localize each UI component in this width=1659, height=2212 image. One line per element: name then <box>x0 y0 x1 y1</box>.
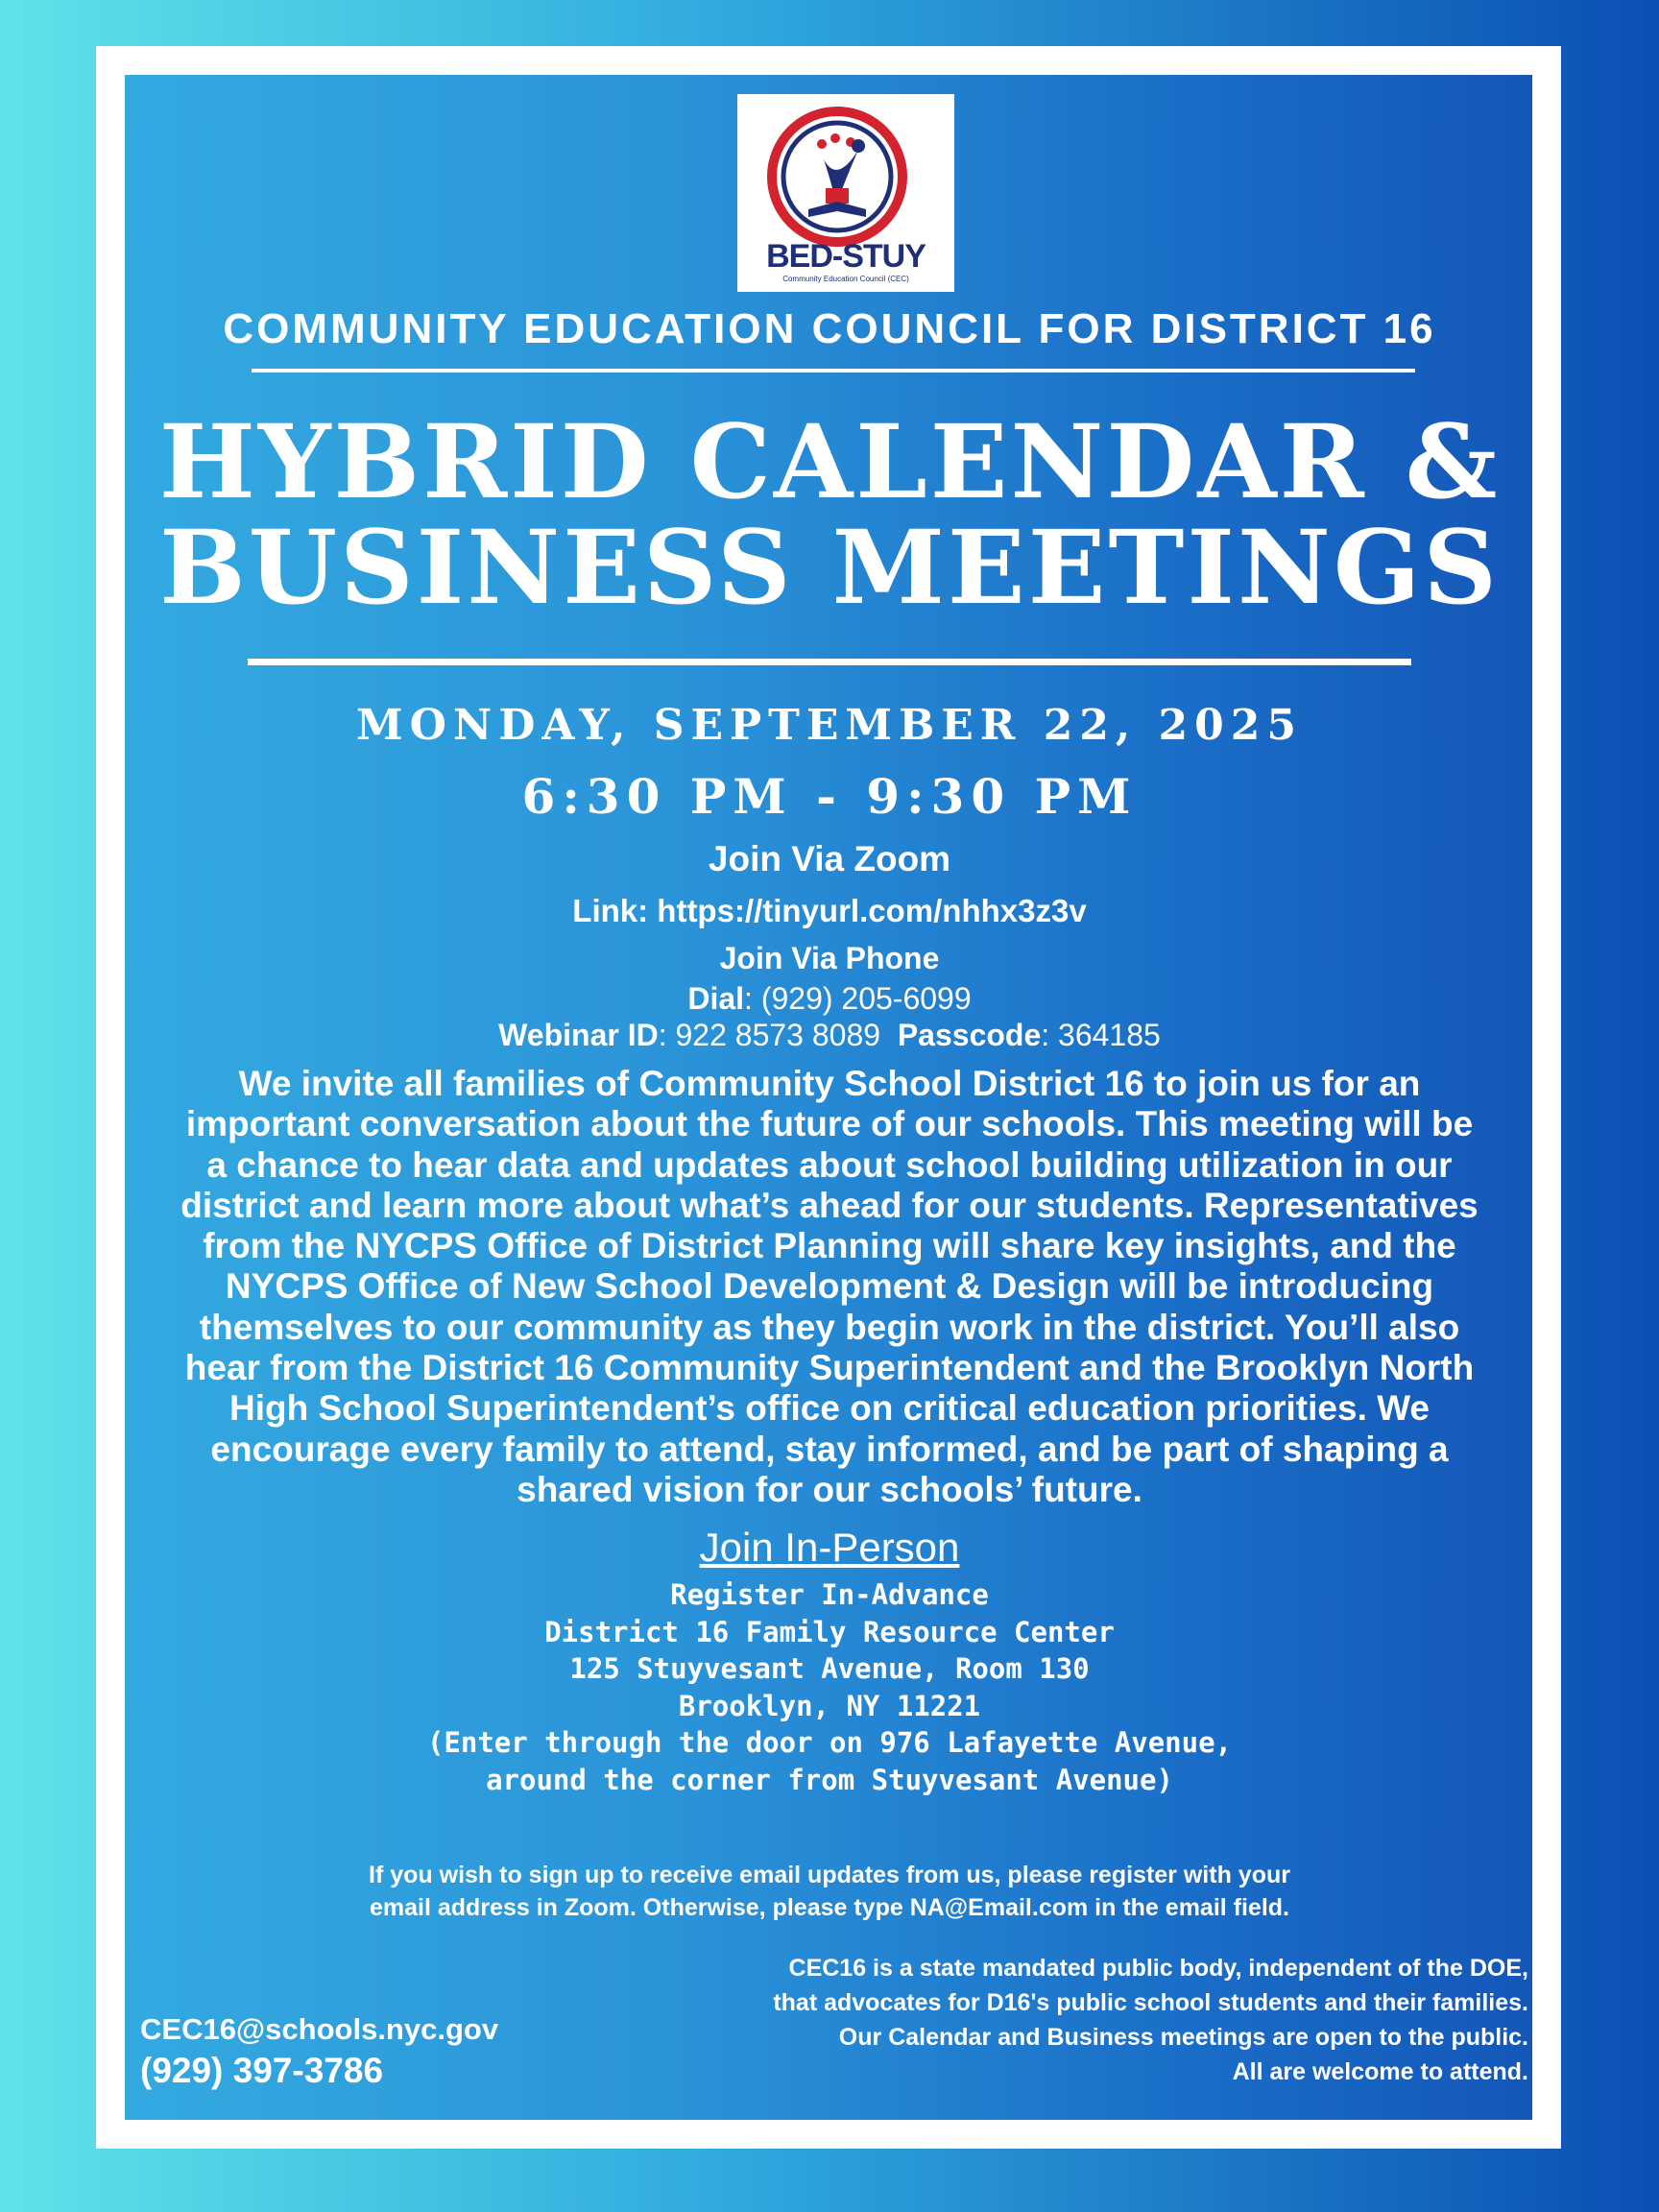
event-time: 6:30 PM - 9:30 PM <box>521 768 1138 825</box>
street-address: 125 Stuyvesant Avenue, Room 130 <box>569 1652 1090 1685</box>
public-note-line: that advocates for D16's public school students and their families. <box>773 1989 1528 2016</box>
contact-email[interactable]: CEC16@schools.nyc.gov <box>140 2012 499 2046</box>
public-body-note <box>773 1951 1528 2089</box>
public-note-line: All are welcome to attend. <box>1232 2058 1528 2085</box>
description-line: important conversation about the future of our schools. This meeting will be <box>185 1104 1474 1144</box>
council-name: COMMUNITY EDUCATION COUNCIL FOR DISTRICT 16 <box>223 305 1436 352</box>
cec-logo <box>737 94 954 292</box>
description-line: encourage every family to attend, stay informed, and be part of shaping a <box>210 1429 1449 1469</box>
entrance-note: around the corner from Stuyvesant Avenue) <box>486 1763 1173 1796</box>
signup-line: email address in Zoom. Otherwise, please type NA@Email.com in the email field. <box>370 1894 1289 1921</box>
dial-label: Dial <box>687 981 745 1016</box>
logo-wordmark: BED-STUY <box>766 238 926 275</box>
description-line: We invite all families of Community School District 16 to join us for an <box>238 1064 1421 1103</box>
description-line: NYCPS Office of New School Development & Design will be introducing <box>225 1266 1434 1307</box>
description-line: hear from the District 16 Community Superintendent and the Brooklyn North <box>184 1348 1475 1388</box>
description-line: shared vision for our schools’ future. <box>517 1469 1142 1509</box>
zoom-link[interactable]: Link: https://tinyurl.com/nhhx3z3v <box>572 893 1087 928</box>
dial-number: : (929) 205-6099 <box>744 981 972 1016</box>
logo-subtitle: Community Education Council (CEC) <box>782 275 909 283</box>
zoom-heading: Join Via Zoom <box>708 839 951 878</box>
in-person-heading: Join In-Person <box>699 1525 960 1570</box>
description-paragraph <box>0 1064 1659 1510</box>
public-note-line: Our Calendar and Business meetings are open to the public. <box>838 2024 1528 2051</box>
description-line: High School Superintendent’s office on critical education priorities. We <box>229 1388 1430 1429</box>
title-line-1: HYBRID CALENDAR & <box>158 401 1501 521</box>
entrance-note: (Enter through the door on 976 Lafayette Avenue, <box>426 1726 1233 1759</box>
webinar-id: : 922 8573 8089 <box>658 1018 881 1052</box>
passcode-value: : 364185 <box>1041 1018 1161 1052</box>
title-line-2: BUSINESS MEETINGS <box>159 507 1500 627</box>
webinar-label: Webinar ID <box>498 1018 659 1052</box>
passcode-label: Passcode <box>897 1018 1042 1052</box>
description-line: district and learn more about what’s ahead for our students. Representatives <box>180 1185 1479 1225</box>
public-note-line: CEC16 is a state mandated public body, independent of the DOE, <box>788 1955 1528 1982</box>
dial-line <box>0 981 1659 1017</box>
city-state-zip: Brooklyn, NY 11221 <box>678 1689 981 1722</box>
signup-line: If you wish to sign up to receive email updates from us, please register with your <box>369 1862 1290 1888</box>
logo-emblem-icon <box>766 106 908 248</box>
contact-phone[interactable]: (929) 397-3786 <box>140 2051 384 2090</box>
divider-top <box>252 369 1415 373</box>
event-date: MONDAY, SEPTEMBER 22, 2025 <box>355 701 1304 750</box>
description-line: from the NYCPS Office of District Planning will share key insights, and the <box>203 1226 1456 1266</box>
description-line: a chance to hear data and updates about school building utilization in our <box>206 1144 1453 1185</box>
webinar-line <box>0 1018 1659 1053</box>
venue-name: District 16 Family Resource Center <box>544 1615 1115 1648</box>
divider-title <box>248 659 1411 665</box>
register-line: Register In-Advance <box>670 1578 989 1611</box>
signup-note <box>0 1859 1659 1924</box>
in-person-details <box>0 1576 1659 1798</box>
phone-heading: Join Via Phone <box>719 941 940 975</box>
description-line: themselves to our community as they begin work in the district. You’ll also <box>199 1307 1460 1347</box>
